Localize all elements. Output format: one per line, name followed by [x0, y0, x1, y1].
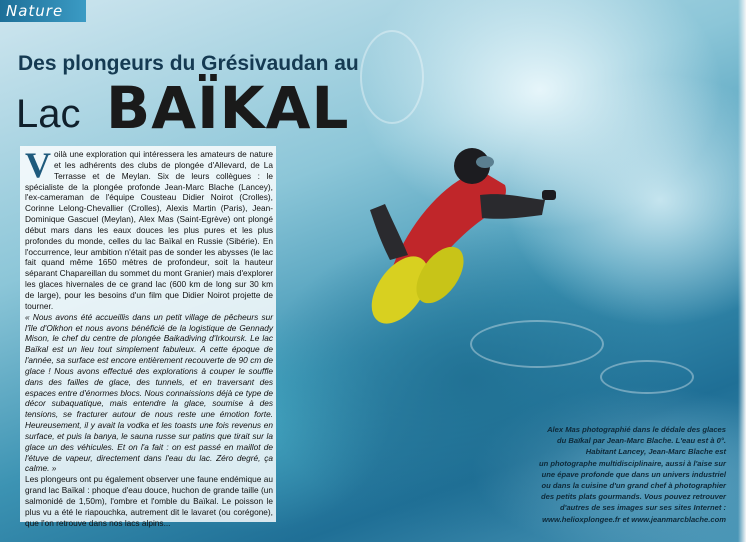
- caption-line: d'autres de ses images sur ses sites Internet :: [560, 503, 726, 513]
- article-quote: « Nous avons été accueillis dans un petit village de pêcheurs sur l'île d'Olkhon et nous avons bénéficié de la logistique de Gennady Mison, le chef du centre de plongée Baikadiving d'Irkoursk. Le lac Baïkal est un lieu tout simplement fabuleux. A cette époque de l'année, sa surface est encore entièrement recouverte de 90 cm de glace ! Nous avons effectué des explorations à couper le souffle dans des failles de glace, des tunnels, et en traversant des espaces entre d'énormes blocs. Nous connaissions déjà ce type de décor subaquatique, mais entendre la glace, soumise à des tensions, se fracturer autour de nous reste une émotion forte. Heureusement, il y avait la vodka et les toasts une fois revenus en surface, et puis la banya, le sauna russe sur patins que tirait sur la glace un des véhicules. Et on l'a fait : on est passé en maillot de l'étuve de vapeur, directement dans l'eau du lac. Zéro degré, ça calme. »: [25, 311, 273, 474]
- headline-baikal: BAÏKAL: [106, 74, 350, 142]
- caption-line: ou dans la cuisine d'un grand chef à photographier: [541, 481, 726, 491]
- caption-line: Habitant Lancey, Jean-Marc Blache est: [585, 447, 726, 457]
- caption-line: des petits plats gourmands. Vous pouvez retrouver: [541, 492, 726, 502]
- article-paragraph: oilà une exploration qui intéressera les amateurs de nature et les adhérents des clubs de plongée d'Allevard, de La Terrasse et de Meylan. Six de leurs collègues : le spécialiste de la plongée profonde Jean-Marc Blache (Lancey), l'ex-cameraman de l'équipe Cousteau Didier Noirot (Crolles), Corinne Lelong-Chevallier (Crolles), Alexis Martin (Paris), Jean-Dominique Gascuel (Meylan), Alex Mas (Saint-Egrève) ont plongé début mars dans les eaux douces les plus pures et les plus profondes du monde, celles du lac Baïkal en Russie (Sibérie). En l'occurrence, leur ambition n'était pas de sonder les abysses (le lac fait quand même 1650 mètres de profondeur, soit la hauteur séparant Chapareillan du sommet du mont Granier) mais d'explorer les glaces hivernales de ce grand lac (600 km de long sur 30 km de large), pour les besoins d'un film que Didier Noirot projette de tourner.: [25, 149, 273, 311]
- section-label: Nature: [6, 2, 64, 20]
- article-paragraph: Les plongeurs ont pu également observer une faune endémique au grand lac Baïkal : phoque d'eau douce, huchon de grande taille (un salmonidé de 1,50m), l'ombre et l'omble du Baïkal. Le poisson le plus vu a été le riapouchka, autrement dit le lavaret (ou corégone), que l'on retrouve dans nos lacs alpins...: [25, 474, 273, 528]
- caption-line: un photographe multidisciplinaire, aussi à l'aise sur: [538, 458, 726, 468]
- diver-legs: [370, 204, 408, 260]
- caption-line: Alex Mas photographié dans le dédale des glaces: [547, 425, 726, 434]
- page-edge: [738, 0, 746, 542]
- caption-line: du Baïkal par Jean-Marc Blache. L'eau est à 0°.: [556, 436, 726, 446]
- headline-line1: Des plongeurs du Grésivaudan au: [18, 52, 359, 75]
- torch: [542, 190, 556, 200]
- article-panel: [20, 145, 276, 528]
- dive-mask: [476, 156, 494, 168]
- caption-line: une épave profonde que dans un univers industriel: [541, 469, 726, 479]
- ice-crack: [600, 360, 694, 394]
- section-tab: [0, 0, 86, 22]
- article-body: [25, 145, 273, 529]
- headline-lac: Lac: [16, 92, 81, 136]
- caption-line: www.helioxplongee.fr et www.jeanmarcblache.com: [542, 514, 726, 524]
- drop-cap: V: [25, 145, 51, 185]
- ice-crack: [360, 30, 424, 124]
- photo-caption: [506, 424, 726, 525]
- diver-illustration: [330, 140, 570, 370]
- drysuit-arm: [480, 194, 545, 219]
